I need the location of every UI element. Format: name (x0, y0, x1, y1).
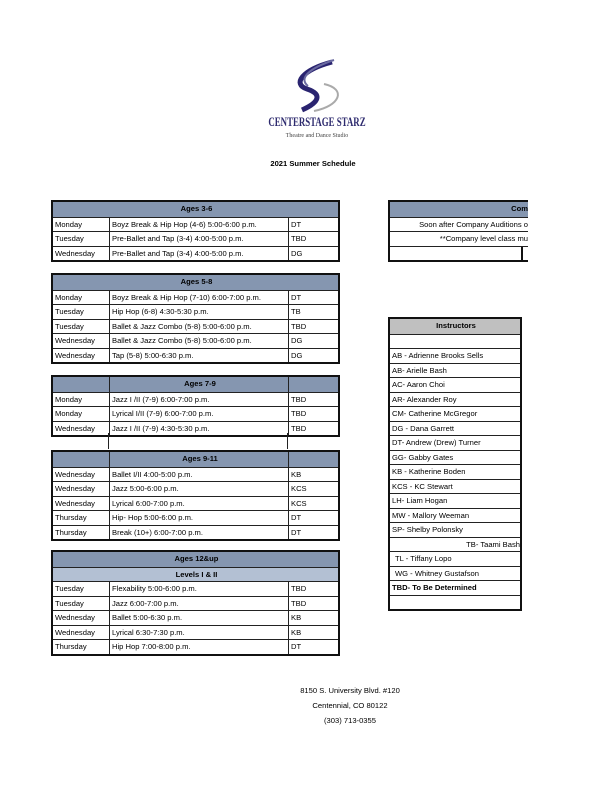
header-spacer (288, 452, 338, 467)
instructor-cell: TBD (288, 232, 338, 246)
instructor-name: AB - Adrienne Brooks Sells (392, 351, 484, 360)
table-row (53, 217, 338, 232)
table-row (53, 246, 338, 261)
schedule-table (51, 200, 340, 262)
table-row (53, 231, 338, 246)
instructor-item (390, 450, 520, 465)
class-cell: Tap (5-8) 5:00-6:30 p.m. (109, 349, 288, 363)
instructor-cell: TBD (288, 407, 338, 421)
day-cell: Wednesday (55, 498, 95, 508)
day-cell: Wednesday (55, 336, 95, 345)
class-cell: Jazz 6:00-7:00 p.m. (109, 597, 288, 611)
table-row (53, 333, 338, 348)
day-cell: Monday (55, 409, 83, 418)
address-city: Centennial, CO 80122 (312, 701, 388, 710)
day-cell: Wednesday (55, 627, 95, 637)
instructor-item (390, 348, 520, 363)
day-cell: Monday (55, 219, 83, 229)
table-row (53, 639, 338, 654)
day-cell: Monday (55, 394, 83, 404)
instructor-cell: KCS (288, 482, 338, 496)
class-cell: Pre-Ballet and Tap (3-4) 4:00-5:00 p.m. (109, 232, 288, 246)
class-cell: Ballet I/II 4:00-5:00 p.m. (109, 468, 288, 482)
section-header (53, 452, 338, 467)
instructor-cell: DT (288, 291, 338, 305)
instructor-name: KB - Katherine Boden (392, 467, 466, 476)
blank-cell (390, 596, 520, 610)
table-row (53, 406, 338, 421)
section-subheader (53, 567, 338, 582)
table-row (53, 510, 338, 525)
blank-row (390, 334, 520, 349)
blank-cell (390, 247, 523, 261)
logo (262, 56, 372, 146)
instructor-cell: DG (288, 349, 338, 363)
company-title: Com (511, 204, 528, 213)
company-line-text: Soon after Company Auditions o (419, 219, 528, 229)
instructor-item (390, 580, 520, 595)
instructor-item (390, 566, 520, 581)
address-street: 8150 S. University Blvd. #120 (300, 686, 400, 695)
section-title: Ages 7-9 (109, 377, 288, 392)
instructor-item (390, 435, 520, 450)
instructor-item (390, 421, 520, 436)
instructors-header (390, 319, 520, 334)
instructor-name: KCS - KC Stewart (392, 481, 453, 491)
instructor-cell: KCS (288, 497, 338, 511)
class-cell: Ballet 5:00-6:30 p.m. (109, 611, 288, 625)
schedule-table (51, 450, 340, 541)
section-title: Ages 3-6 (180, 204, 213, 213)
page-title: 2021 Summer Schedule (270, 159, 356, 168)
day-cell: Wednesday (55, 423, 95, 433)
company-line-text: **Company level class mu (439, 234, 528, 243)
company-header (390, 202, 528, 217)
instructor-item (390, 493, 520, 508)
header-spacer (53, 452, 109, 467)
table-row (53, 610, 338, 625)
day-cell: Thursday (55, 527, 87, 537)
day-cell: Thursday (55, 642, 87, 651)
section-header (53, 377, 338, 392)
instructor-cell: KB (288, 468, 338, 482)
instructor-name: MW - Mallory Weeman (392, 510, 470, 520)
table-row (53, 496, 338, 511)
table-row (53, 625, 338, 640)
day-cell: Thursday (55, 513, 87, 522)
class-cell: Jazz 5:00-6:00 p.m. (109, 482, 288, 496)
company-line (390, 231, 528, 246)
table-row (53, 392, 338, 407)
instructor-item (390, 406, 520, 421)
instructor-name: GG- Gabby Gates (392, 452, 454, 462)
section-header (53, 202, 338, 217)
class-cell: Hip- Hop 5:00-6:00 p.m. (109, 511, 288, 525)
instructor-name: CM- Catherine McGregor (392, 409, 478, 418)
instructor-name: SP- Shelby Polonsky (392, 525, 463, 534)
instructor-name: AR- Alexander Roy (392, 394, 457, 404)
instructor-cell: DT (288, 218, 338, 232)
table-row (53, 319, 338, 334)
instructor-cell: DT (288, 511, 338, 525)
instructor-cell: DG (288, 334, 338, 348)
day-cell: Tuesday (55, 307, 84, 316)
instructors-table (388, 317, 522, 611)
instructor-cell: TB (288, 305, 338, 319)
instructor-item (390, 479, 520, 494)
header-spacer (53, 377, 109, 392)
table-row (53, 596, 338, 611)
day-cell: Tuesday (55, 598, 84, 608)
schedule-table (51, 550, 340, 656)
class-cell: Hip Hop 7:00-8:00 p.m. (109, 640, 288, 654)
class-cell: Pre-Ballet and Tap (3-4) 4:00-5:00 p.m. (109, 247, 288, 261)
schedule-table (51, 375, 340, 437)
instructor-name: DT- Andrew (Drew) Turner (392, 438, 481, 447)
instructor-cell: TBD (288, 393, 338, 407)
logo-name: CENTERSTAGE STARZ (268, 114, 366, 129)
instructor-name: AB- Arielle Bash (392, 365, 447, 375)
instructor-item (390, 363, 520, 378)
instructor-item (390, 537, 520, 552)
instructor-cell: DG (288, 247, 338, 261)
section-title: Ages 5-8 (180, 277, 213, 286)
day-cell: Monday (55, 292, 83, 302)
company-blank (390, 246, 528, 261)
class-cell: Ballet & Jazz Combo (5-8) 5:00-6:00 p.m. (109, 320, 288, 334)
table-row (53, 581, 338, 596)
header-spacer (288, 377, 338, 392)
blank-cell (390, 335, 520, 349)
section-title: Ages 12&up (174, 554, 219, 563)
table-row (53, 290, 338, 305)
instructor-name: AC- Aaron Choi (392, 380, 445, 389)
instructor-item (390, 508, 520, 523)
swirl-logo-icon (262, 56, 372, 114)
instructor-name: LH- Liam Hogan (392, 496, 448, 505)
class-cell: Boyz Break & Hip Hop (7-10) 6:00-7:00 p.m. (109, 291, 288, 305)
instructor-name: TL - Tiffany Lopo (395, 554, 452, 563)
class-cell: Boyz Break & Hip Hop (4-6) 5:00-6:00 p.m. (109, 218, 288, 232)
class-cell: Ballet & Jazz Combo (5-8) 5:00-6:00 p.m. (109, 334, 288, 348)
company-table (388, 200, 528, 262)
class-cell: Lyrical 6:00-7:00 p.m. (109, 497, 288, 511)
instructor-cell: KB (288, 611, 338, 625)
class-cell: Jazz I /II (7-9) 4:30-5:30 p.m. (109, 422, 288, 436)
instructor-item (390, 551, 520, 566)
day-cell: Wednesday (55, 469, 95, 479)
day-cell: Wednesday (55, 613, 95, 622)
instructor-cell: TBD (288, 597, 338, 611)
class-cell: Hip Hop (6-8) 4:30-5:30 p.m. (109, 305, 288, 319)
instructor-cell: TBD (288, 320, 338, 334)
section-header (53, 275, 338, 290)
table-row (53, 467, 338, 482)
instructor-cell: TBD (288, 582, 338, 596)
instructor-name: TBD- To Be Determined (392, 583, 477, 592)
section-header (53, 552, 338, 567)
instructor-name: TB- Taami Bash (466, 539, 520, 549)
schedule-table (51, 273, 340, 364)
logo-tagline: Theatre and Dance Studio (285, 133, 349, 139)
table-row (53, 525, 338, 540)
instructor-name: WG - Whitney Gustafson (395, 568, 479, 578)
instructor-cell: TBD (288, 422, 338, 436)
instructor-cell: DT (288, 526, 338, 540)
instructor-item (390, 377, 520, 392)
day-cell: Wednesday (55, 350, 95, 360)
class-cell: Jazz I /II (7-9) 6:00-7:00 p.m. (109, 393, 288, 407)
instructor-name: DG - Dana Garrett (392, 423, 455, 433)
section-title: Ages 9-11 (109, 452, 288, 467)
section-subtitle: Levels I & II (175, 569, 218, 579)
blank-row (390, 595, 520, 610)
instructor-cell: DT (288, 640, 338, 654)
table-row (53, 348, 338, 363)
table-row (53, 304, 338, 319)
class-cell: Lyrical I/II (7-9) 6:00-7:00 p.m. (109, 407, 288, 421)
company-line (390, 217, 528, 232)
instructor-item (390, 392, 520, 407)
class-cell: Break (10+) 6:00-7:00 p.m. (109, 526, 288, 540)
class-cell: Flexability 5:00-6:00 p.m. (109, 582, 288, 596)
day-cell: Wednesday (55, 484, 95, 493)
table-row (53, 481, 338, 496)
day-cell: Tuesday (55, 321, 84, 331)
day-cell: Tuesday (55, 234, 84, 243)
day-cell: Wednesday (55, 248, 95, 258)
instructors-title: Instructors (436, 321, 476, 330)
instructor-item (390, 464, 520, 479)
address-phone: (303) 713-0355 (324, 716, 376, 725)
instructor-item (390, 522, 520, 537)
instructor-cell: KB (288, 626, 338, 640)
class-cell: Lyrical 6:30-7:30 p.m. (109, 626, 288, 640)
spacer-row (108, 433, 288, 449)
day-cell: Tuesday (55, 584, 84, 593)
